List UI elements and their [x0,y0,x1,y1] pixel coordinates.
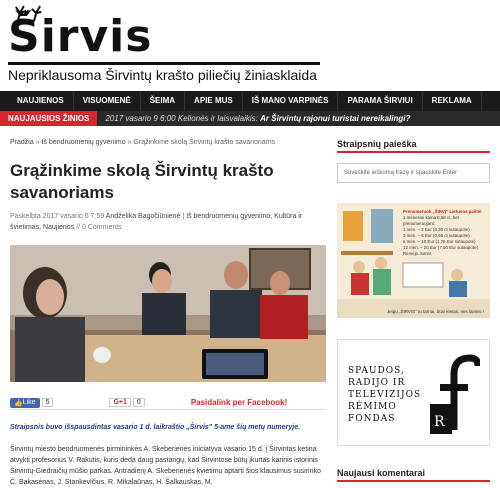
meta-posted: Paskelbta 2017 vasario 6 7:59 [10,213,105,220]
gplus-count: 0 [133,398,145,407]
article-intro: Straipsnis buvo išspausdintas vasario 1 d. laikraštio „Širvis" 5-ame šių metų numeryje. [10,424,301,431]
site-logo[interactable] [6,2,326,86]
meta-comments[interactable]: // 0 Comments [76,224,122,231]
site-header [0,0,500,88]
meta-author[interactable]: Andželika Bagočiūnienė [105,213,181,220]
nav-item-is-mano-varpines[interactable]: IŠ MANO VARPINĖS [243,91,339,111]
share-row [10,396,326,410]
google-plus-button[interactable]: G+1 [109,398,130,407]
main-nav [0,91,500,111]
nav-item-parama-sirviui[interactable]: PARAMA ŠIRVIUI [338,91,422,111]
news-ticker [0,111,500,126]
subscription-ad-line: 3 mėn. – 6 Eur (0,65 ct sutaupote) [403,233,470,238]
subscription-ad-text [403,209,487,257]
site-tagline: Nepriklausoma Širvintų krašto piliečių žiniasklaida [8,67,317,83]
article-title: Grąžinkime skolą Širvintų krašto savanoriams [10,161,274,202]
meeting-photo-illustration [10,245,326,382]
press-fund-text [348,365,421,425]
subscription-ad-footer: Jeigu „ŠIRVIS" tu tarnai, būsi kietas, nes laimisi ! [387,309,485,314]
press-fund-ad[interactable] [337,339,490,446]
breadcrumb-separator: » [127,139,132,146]
subscription-ad[interactable] [337,203,490,318]
press-fund-line: TELEVIZIJOS [348,390,422,400]
subscription-ad-line: Rėmėjo Jums! [403,251,432,256]
like-label: Like [22,399,36,406]
share-facebook-link[interactable]: Pasidalink per Facebook! [190,398,288,407]
press-fund-line: RADIJO IR [348,378,406,388]
breadcrumb-home[interactable]: Pradžia [10,139,34,146]
meta-divider: | [182,213,185,220]
nav-item-naujienos[interactable]: NAUJIENOS [8,91,74,111]
article-photo [10,245,326,382]
nav-item-apie-mus[interactable]: APIE MUS [185,91,243,111]
like-count: 5 [42,398,54,407]
breadcrumb-current: Grąžinkime skolą Širvintų krašto savanoriams [133,139,276,146]
logo-text: Širvis [8,11,153,62]
logo-underline [8,62,320,65]
subscription-ad-line: 6 mėn. – 10 Eur (1,75 Eur sutaupote) [403,239,476,244]
press-fund-logo-icon [430,354,480,434]
ticker-label: NAUJAUSIOS ŽINIOS [0,111,97,126]
press-fund-line: RĖMIMO [348,402,397,412]
article-body: Širvintų miesto bendruomenės pirmininkės A. Skeberienės iniciatyva vasario 15 d. į Širvintas ketina atvykti profesorius V. Rakutis, kuris deda daug pastangų, kad Širvintose būtų įkurtas karinis istorinis Širvintų-Giedraičių mūšio parkas. Antradienį A. Skeberienės kvietimu aptarti šios klausimus susirinko Č. Bakasėnas, J. Stankevičius, R. Mikalaūnas, H. Šalkauskas, M. [10,446,321,486]
facebook-like-button[interactable] [10,398,40,408]
press-fund-line: SPAUDOS, [348,366,405,376]
search-input[interactable]: Suveskite ieškomą frazę ir spauskite Enter [337,163,490,183]
ticker-headline[interactable] [97,114,410,123]
search-heading: Straipsnių paieška [337,139,490,153]
breadcrumb-separator: » [35,139,40,146]
article-meta [10,211,320,233]
ticker-date: 2017 vasario 9 6:00 [105,114,176,123]
breadcrumb [10,139,275,146]
subscription-ad-line: 1 mėn. – 2 Eur (0,30 ct sutaupote) [403,227,470,232]
nav-item-visuomene[interactable]: VISUOMENĖ [74,91,141,111]
press-fund-line: FONDAS [348,414,396,424]
ticker-category: Kelionės ir laisvalaikis: [177,114,258,123]
ticker-title[interactable]: Ar Širvintų rajonui turistai nereikalingi? [260,114,411,123]
thumbs-up-icon: 👍 [14,399,23,407]
nav-item-reklama[interactable]: REKLAMA [423,91,482,111]
svg-text:R: R [434,414,445,430]
comments-heading: Naujausi komentarai [337,468,490,482]
subscription-ad-line: 12 mėn. – 20 Eur (7,50 Eur sutaupote) [403,245,478,250]
nav-item-seima[interactable]: ŠEIMA [141,91,185,111]
subscription-ad-line: 1 mėnesiui kaina 0,58 ct, bet prenumeruojant: [403,215,459,226]
breadcrumb-category[interactable]: Iš bendruomenių gyvenimo [41,139,126,146]
subscription-ad-header: Prenumeruok „ŠIRVĮ" Lietuvos paštė! [403,209,482,214]
meta-categories[interactable]: Iš bendruomenių gyvenimo, Kultūra ir švietimas, Naujienos [10,213,303,231]
